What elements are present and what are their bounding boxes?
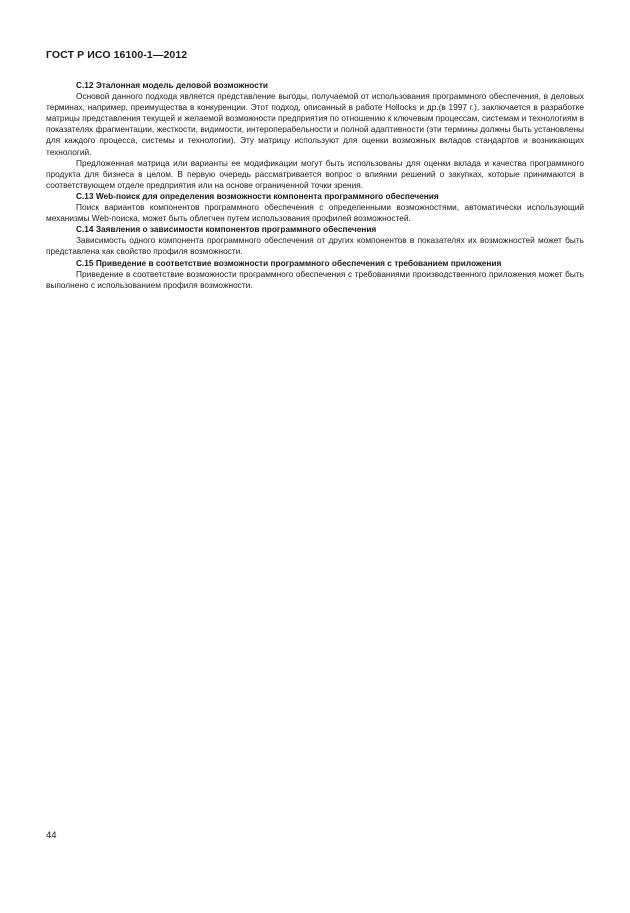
section-c13-paragraph-1: Поиск вариантов компонентов программного обеспечения с определенными возможностями, автоматически использующий механизмы Web-поиска, может быть облегчен путем использования профилей возможностей. (46, 202, 584, 224)
section-c14-paragraph-1: Зависимость одного компонента программного обеспечения от других компонентов в показателях их возможностей может быть представлена как свойство профиля возможности. (46, 235, 584, 257)
document-body (46, 80, 584, 291)
section-c12-paragraph-2: Предложенная матрица или варианты ее модификации могут быть использованы для оценки вклада и качества программного продукта для бизнеса в целом. В первую очередь рассматривается вопрос о влиянии решений о закупках, которые принимаются в соответствующем отделе предприятия или на основе ограниченной точки зрения. (46, 157, 584, 190)
section-heading-c13: С.13 Web-поиск для определения возможности компонента программного обеспечения (76, 190, 439, 201)
section-heading-c14: С.14 Заявления о зависимости компонентов программного обеспечения (76, 224, 377, 235)
standard-header: ГОСТ Р ИСО 16100-1—2012 (46, 49, 188, 61)
section-c15-paragraph-1: Приведение в соответствие возможности программного обеспечения с требованиями производственного приложения может быть выполнено с использованием профиля возможности. (46, 268, 584, 290)
section-heading-c15: С.15 Приведение в соответствие возможности программного обеспечения с требованием приложения (76, 257, 502, 268)
section-c12-paragraph-1: Основой данного подхода является представление выгоды, получаемой от использования программного обеспечения, в деловых терминах, например, преимущества в конкуренции. Этот подход, описанный в работе Hollocks и др.(в 1997 г.), заключается в разработке матрицы представления текущей и желаемой возможности предприятия по отношению к ключевым процессам, системам и технологиям в показателях фрагментации, жесткости, видимости, интероперабельности и полной адаптивности (эти термины должны быть установлены для каждого процесса, системы и технологии). Эту матрицу используют для оценки возможных вкладов стандартов и возникающих технологий. (46, 91, 584, 157)
section-heading-c12: С.12 Эталонная модель деловой возможности (76, 80, 269, 90)
page-number: 44 (46, 830, 57, 841)
